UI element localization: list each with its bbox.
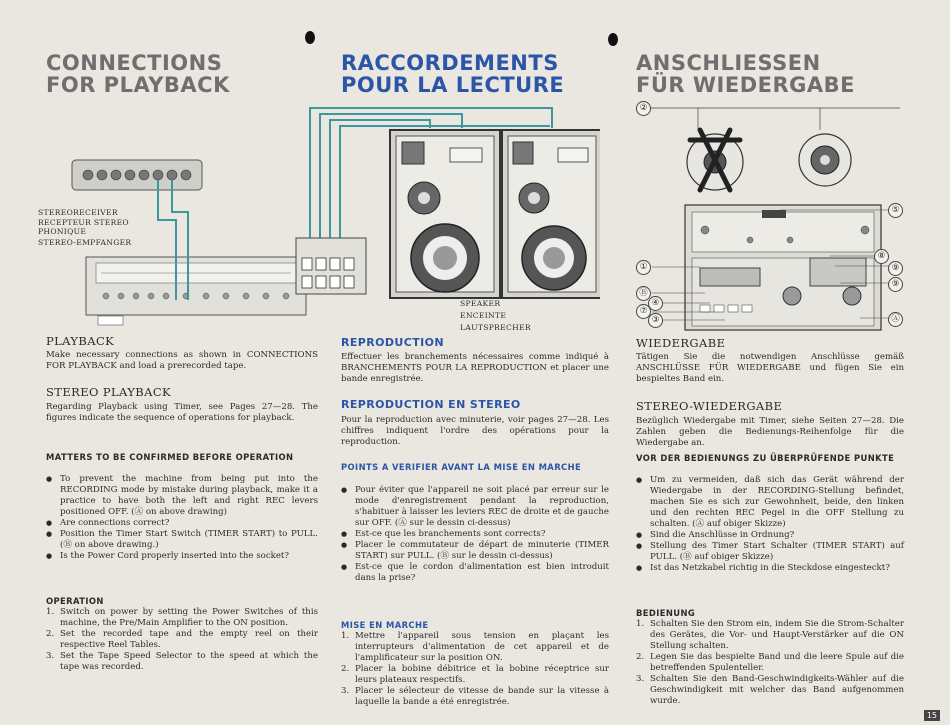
list-item: ● Est-ce que les branchements sont corrects? [341, 529, 609, 540]
list-item: ● Pour éviter que l'appareil ne soit placé par erreur sur le mode d'enregistrement pendant la reproduction, s'habituer à laisser les leviers REC de droite et de gauche sur OFF. (Ⓐ sur le dessin ci-dessus) [341, 485, 609, 529]
vor-heading: VOR DER BEDIENUNGS ZU ÜBERPRÜFENDE PUNKTE [636, 453, 895, 463]
list-item: ● Are connections correct? [46, 518, 318, 529]
stereo-playback-text: Regarding Playback using Timer, see Pages 27—28. The figures indicate the sequence of operations for playback. [46, 402, 318, 423]
mise-list [341, 631, 609, 708]
list-item: 1. Schalten Sie den Strom ein, indem Sie die Strom-Schalter des Gerätes, die Vor- und Haupt-Verstärker auf die ON Stellung schalten. [636, 619, 904, 651]
mise-heading: MISE EN MARCHE [341, 620, 429, 630]
callout-3: ③ [648, 313, 663, 328]
callout-a: Ⓐ [888, 312, 903, 327]
repro-stereo-heading: REPRODUCTION EN STEREO [341, 398, 521, 411]
matters-list [46, 474, 318, 562]
callout-4: ④ [648, 296, 663, 311]
list-item: 1. Switch on power by setting the Power Switches of this machine, the Pre/Main Amplifier to the ON position. [46, 607, 318, 628]
list-item: 3. Placer le sélecteur de vitesse de bande sur la vitesse à laquelle la bande a été enregistrée. [341, 686, 609, 707]
list-item: ● Um zu vermeiden, daß sich das Gerät während der Wiedergabe in der RECORDING-Stellung befindet, machen Sie es sich zur Gewohnheit, beide, den linken und den rechten REC Pegel in die OFF Stellung zu schalten. (Ⓐ auf obiger Skizze) [636, 475, 904, 530]
points-list [341, 485, 609, 584]
bedienung-list [636, 619, 904, 707]
receiver-label-3: PHONIQUE [38, 227, 87, 236]
wiedergabe-text: Tätigen Sie die notwendigen Anschlüsse gemäß ANSCHLÜSSE FÜR WIEDERGABE und fügen Sie ein bespieltes Band ein. [636, 352, 904, 384]
vor-list [636, 475, 904, 574]
callout-1: ① [636, 260, 651, 275]
callout-2: ② [636, 101, 651, 116]
matters-heading: MATTERS TO BE CONFIRMED BEFORE OPERATION [46, 452, 294, 462]
page-number: 15 [924, 710, 940, 721]
list-item: ● To prevent the machine from being put into the RECORDING mode by mistake during playback, make it a practice to have both the left and right REC levers positioned OFF. (Ⓐ on above drawing) [46, 474, 318, 518]
wiedergabe-heading: WIEDERGABE [636, 336, 726, 350]
title-fr-line1: RACCORDEMENTS [341, 51, 559, 75]
list-item: 3. Schalten Sie den Band-Geschwindigkeits-Wähler auf die Geschwindigkeit mit welcher das Band aufgenommen wurde. [636, 674, 904, 706]
title-de-line2: FÜR WIEDERGABE [636, 73, 855, 97]
operation-heading: OPERATION [46, 596, 104, 606]
title-de-line1: ANSCHLIESSEN [636, 51, 821, 75]
repro-stereo-text: Pour la reproduction avec minuterie, voir pages 27—28. Les chiffres indiquent l'ordre des opérations pour la reproduction. [341, 415, 609, 447]
title-line1: CONNECTIONS [46, 51, 223, 75]
callout-b: Ⓑ [636, 286, 651, 301]
list-item: ● Ist das Netzkabel richtig in die Steckdose eingesteckt? [636, 563, 904, 574]
speaker-label-1: SPEAKER [460, 299, 501, 308]
title-line2: FOR PLAYBACK [46, 73, 230, 97]
speakers-illustration [290, 98, 600, 330]
list-item: ● Est-ce que le cordon d'alimentation est bien introduit dans la prise? [341, 562, 609, 584]
playback-heading: PLAYBACK [46, 334, 115, 348]
speaker-label-2: ENCEINTE [460, 311, 507, 320]
callout-8: ⑧ [874, 249, 889, 264]
reproduction-text: Effectuer les branchements nécessaires comme indiqué à BRANCHEMENTS POUR LA REPRODUCTION et placer une bande enregistrée. [341, 352, 609, 384]
list-item: ● Is the Power Cord properly inserted into the socket? [46, 551, 318, 562]
list-item: 2. Placer la bobine débitrice et la bobine réceptrice sur leurs plateaux respectifs. [341, 664, 609, 685]
tape-deck-illustration [630, 100, 910, 332]
ink-dot [305, 31, 315, 44]
list-item: 3. Set the Tape Speed Selector to the speed at which the tape was recorded. [46, 651, 318, 672]
stereo-playback-heading: STEREO PLAYBACK [46, 385, 172, 399]
list-item: ● Sind die Anschlüsse in Ordnung? [636, 530, 904, 541]
callout-5: ⑤ [888, 203, 903, 218]
speaker-label-3: LAUTSPRECHER [460, 323, 531, 332]
callout-7: ⑦ [636, 304, 651, 319]
ink-dot [608, 33, 618, 46]
list-item: ● Position the Timer Start Switch (TIMER START) to PULL. (Ⓑ on above drawing.) [46, 529, 318, 551]
operation-list [46, 607, 318, 673]
receiver-label-1: STEREORECEIVER [38, 208, 118, 217]
stereo-wiedergabe-heading: STEREO-WIEDERGABE [636, 399, 783, 413]
receiver-label-4: STEREO-EMPFANGER [38, 238, 132, 247]
list-item: 2. Legen Sie das bespielte Band und die leere Spule auf die betreffenden Spulenteller. [636, 652, 904, 673]
title-fr-line2: POUR LA LECTURE [341, 73, 565, 97]
callout-9b: ⑨ [888, 277, 903, 292]
playback-text: Make necessary connections as shown in CONNECTIONS FOR PLAYBACK and load a prerecorded tape. [46, 350, 318, 371]
receiver-label-2: RECEPTEUR STEREO [38, 218, 129, 227]
list-item: 1. Mettre l'appareil sous tension en plaçant les interrupteurs d'alimentation de cet appareil et de l'amplificateur sur la position ON. [341, 631, 609, 663]
stereo-wiedergabe-text: Bezüglich Wiedergabe mit Timer, siehe Seiten 27—28. Die Zahlen geben die Bedienungs-Reihenfolge für die Wiedergabe an. [636, 416, 904, 448]
reproduction-heading: REPRODUCTION [341, 336, 444, 349]
bedienung-heading: BEDIENUNG [636, 608, 696, 618]
callout-9a: ⑨ [888, 261, 903, 276]
list-item: 2. Set the recorded tape and the empty reel on their respective Reel Tables. [46, 629, 318, 650]
list-item: ● Placer le commutateur de départ de minuterie (TIMER START) sur PULL. (Ⓑ sur le dessin ci-dessus) [341, 540, 609, 562]
points-heading: POINTS A VERIFIER AVANT LA MISE EN MARCHE [341, 462, 582, 472]
list-item: ● Stellung des Timer Start Schalter (TIMER START) auf PULL. (Ⓑ auf obiger Skizze) [636, 541, 904, 563]
